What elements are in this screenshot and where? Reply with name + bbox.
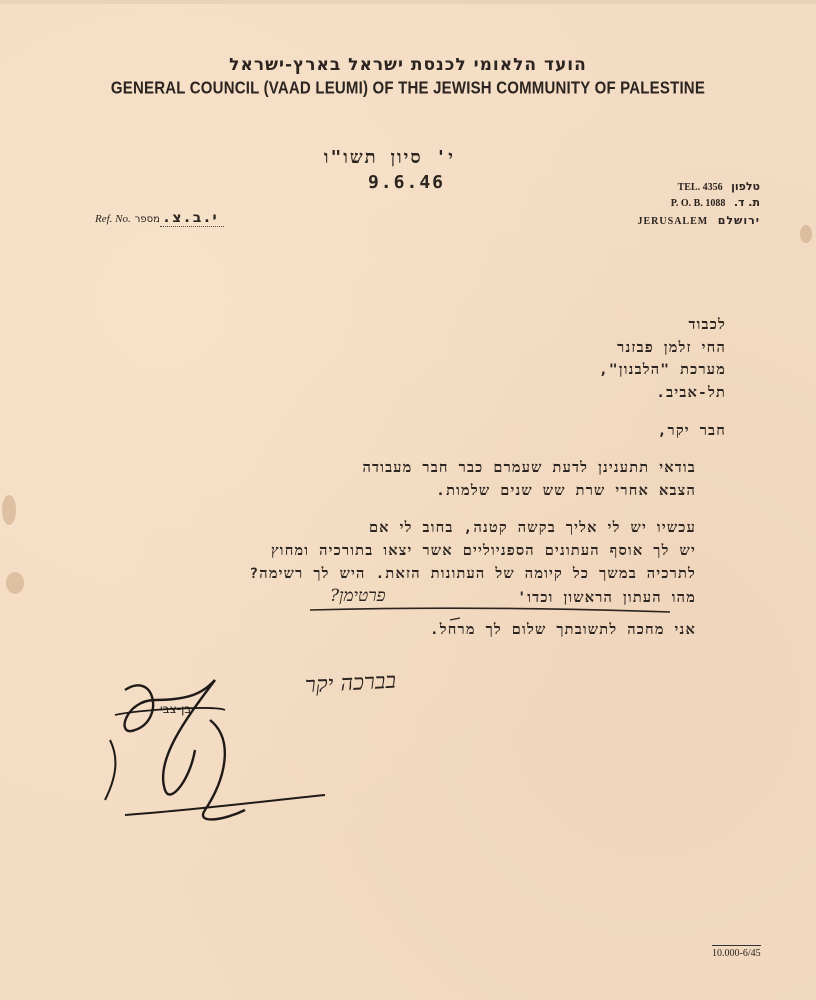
reference-number: [95, 210, 295, 226]
paper-stain: [6, 572, 24, 594]
address-line: מערכת "הלבנון",: [598, 362, 726, 378]
paper-stain: [800, 225, 812, 243]
salutation: חבר יקר,: [657, 423, 726, 439]
address-line: לכבוד: [688, 317, 726, 333]
paragraph-line: יש לך אוסף העתונים הספניוליים אשר יצאו בתורכיה ומחוץ: [271, 543, 696, 559]
letterhead-english: GENERAL COUNCIL (VAAD LEUMI) OF THE JEWISH COMMUNITY OF PALESTINE: [110, 78, 706, 99]
reference-label: Ref. No.: [95, 213, 131, 225]
paragraph-line: אני מחכה לתשובתך שלום לך מרחל.: [429, 622, 696, 638]
paragraph-line: עכשיו יש לי אליך בקשה קטנה, בחוב לי אם: [368, 520, 696, 536]
letterhead-hebrew: הועד הלאומי לכנסת ישראל בארץ-ישראל: [229, 55, 587, 75]
contact-tel: [560, 180, 760, 193]
pob-hebrew: ת. ד.: [733, 196, 760, 209]
city-english: JERUSALEM: [637, 216, 709, 227]
tel-label: TEL.: [677, 182, 701, 193]
paragraph-line: הצבא אחרי שרת שש שנים שלמות.: [436, 483, 696, 499]
contact-city: [560, 214, 760, 227]
reference-value: י.ב.צ.: [160, 210, 224, 227]
date-hebrew: י' סיון תשו"ו: [323, 147, 455, 168]
address-line: תל-אביב.: [656, 385, 726, 401]
handwritten-insert: פרטימן?: [330, 586, 386, 606]
paragraph-line: בודאי תתענינן לדעת שעמרם כבר חבר מעבודה: [362, 460, 696, 476]
handwritten-closing: בברכה יקר: [304, 668, 397, 699]
tel-hebrew: טלפון: [731, 180, 760, 193]
footer-code: 10.000-6/45: [712, 945, 761, 959]
printed-name: בן-צבי: [160, 702, 192, 716]
contact-pob: [560, 196, 760, 209]
address-line: החי זלמן פבזנר: [617, 340, 726, 356]
reference-hebrew-label: מספר: [134, 214, 160, 225]
paragraph-line: לתרכיה במשך כל קיומה של העתונות הזאת. היש לך רשימה?: [249, 566, 696, 582]
signature-graphic: [95, 660, 415, 840]
tel-number: 4356: [702, 182, 723, 193]
pob-number: 1088: [705, 198, 726, 209]
date-numeric: 9.6.46: [367, 172, 445, 193]
paper-stain: [2, 495, 16, 525]
city-hebrew: ירושלם: [717, 214, 760, 227]
paper-edge: [0, 0, 816, 4]
paragraph-line: מהו העתון הראשון וכדו': [517, 590, 696, 606]
pob-label: P. O. B.: [670, 198, 703, 209]
